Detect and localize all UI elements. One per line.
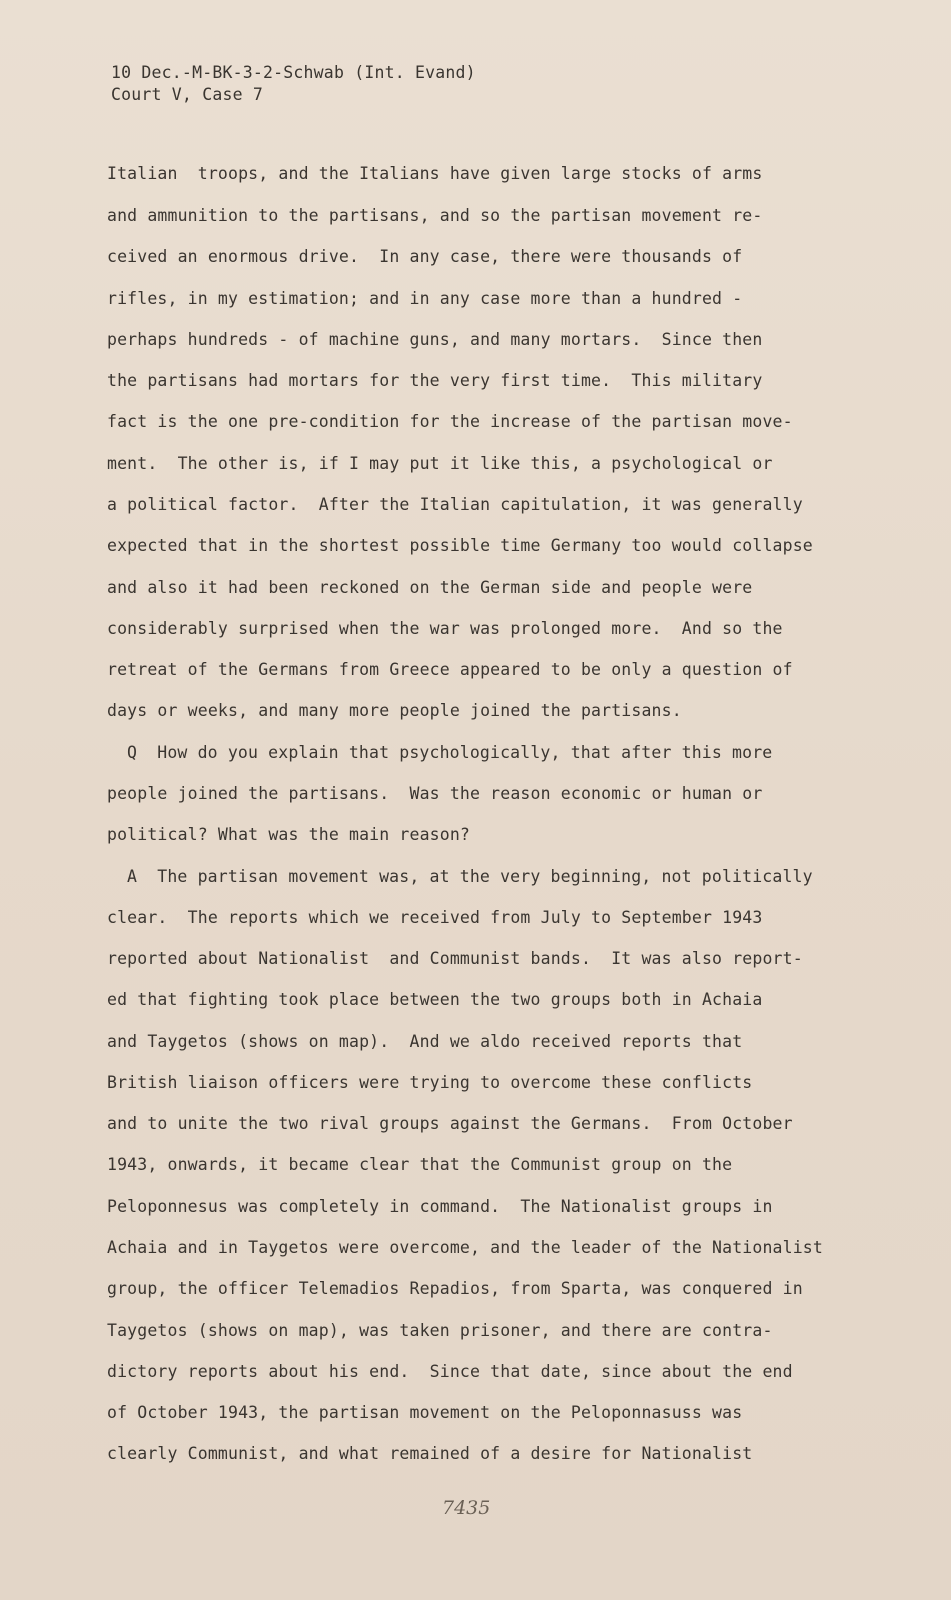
text-line: Peloponnesus was completely in command. The Nationalist groups in — [107, 1197, 773, 1216]
text-line: and to unite the two rival groups against the Germans. From October — [107, 1114, 793, 1133]
header-reference-line: 10 Dec.-M-BK-3-2-Schwab (Int. Evand) — [111, 63, 476, 82]
text-line: days or weeks, and many more people joined the partisans. — [107, 701, 682, 720]
text-line: the partisans had mortars for the very first time. This military — [107, 371, 763, 390]
text-line: political? What was the main reason? — [107, 825, 471, 844]
text-line: clearly Communist, and what remained of a desire for Nationalist — [107, 1444, 753, 1463]
text-line: group, the officer Telemadios Repadios, from Sparta, was conquered in — [107, 1279, 803, 1298]
answer-line: A The partisan movement was, at the very beginning, not politically — [127, 867, 813, 886]
text-line: and also it had been reckoned on the German side and people were — [107, 578, 753, 597]
text-line: dictory reports about his end. Since that date, since about the end — [107, 1362, 793, 1381]
text-line: British liaison officers were trying to overcome these conflicts — [107, 1073, 753, 1092]
text-line: Achaia and in Taygetos were overcome, and the leader of the Nationalist — [107, 1238, 823, 1257]
text-line: clear. The reports which we received from July to September 1943 — [107, 908, 763, 927]
text-line: ceived an enormous drive. In any case, there were thousands of — [107, 247, 743, 266]
document-header — [111, 62, 476, 106]
text-line: Taygetos (shows on map), was taken prisoner, and there are contra- — [107, 1321, 773, 1340]
header-court-line: Court V, Case 7 — [111, 85, 264, 104]
text-line: 1943, onwards, it became clear that the Communist group on the — [107, 1155, 733, 1174]
text-line: fact is the one pre-condition for the increase of the partisan move- — [107, 412, 793, 431]
question-line: Q How do you explain that psychologically, that after this more — [127, 743, 773, 762]
text-line: a political factor. After the Italian capitulation, it was generally — [107, 495, 803, 514]
text-line: considerably surprised when the war was prolonged more. And so the — [107, 619, 783, 638]
text-line: perhaps hundreds - of machine guns, and many mortars. Since then — [107, 330, 763, 349]
text-line: of October 1943, the partisan movement on the Peloponnasuss was — [107, 1403, 743, 1422]
text-line: people joined the partisans. Was the reason economic or human or — [107, 784, 763, 803]
page-number: 7435 — [442, 1497, 491, 1519]
text-line: ment. The other is, if I may put it like this, a psychological or — [107, 454, 773, 473]
text-line: expected that in the shortest possible time Germany too would collapse — [107, 536, 813, 555]
text-line: and Taygetos (shows on map). And we aldo received reports that — [107, 1032, 743, 1051]
text-line: and ammunition to the partisans, and so the partisan movement re- — [107, 206, 763, 225]
text-line: Italian troops, and the Italians have given large stocks of arms — [107, 164, 763, 183]
text-line: reported about Nationalist and Communist bands. It was also report- — [107, 949, 803, 968]
text-line: ed that fighting took place between the two groups both in Achaia — [107, 990, 763, 1009]
text-line: retreat of the Germans from Greece appeared to be only a question of — [107, 660, 793, 679]
text-line: rifles, in my estimation; and in any case more than a hundred - — [107, 289, 743, 308]
